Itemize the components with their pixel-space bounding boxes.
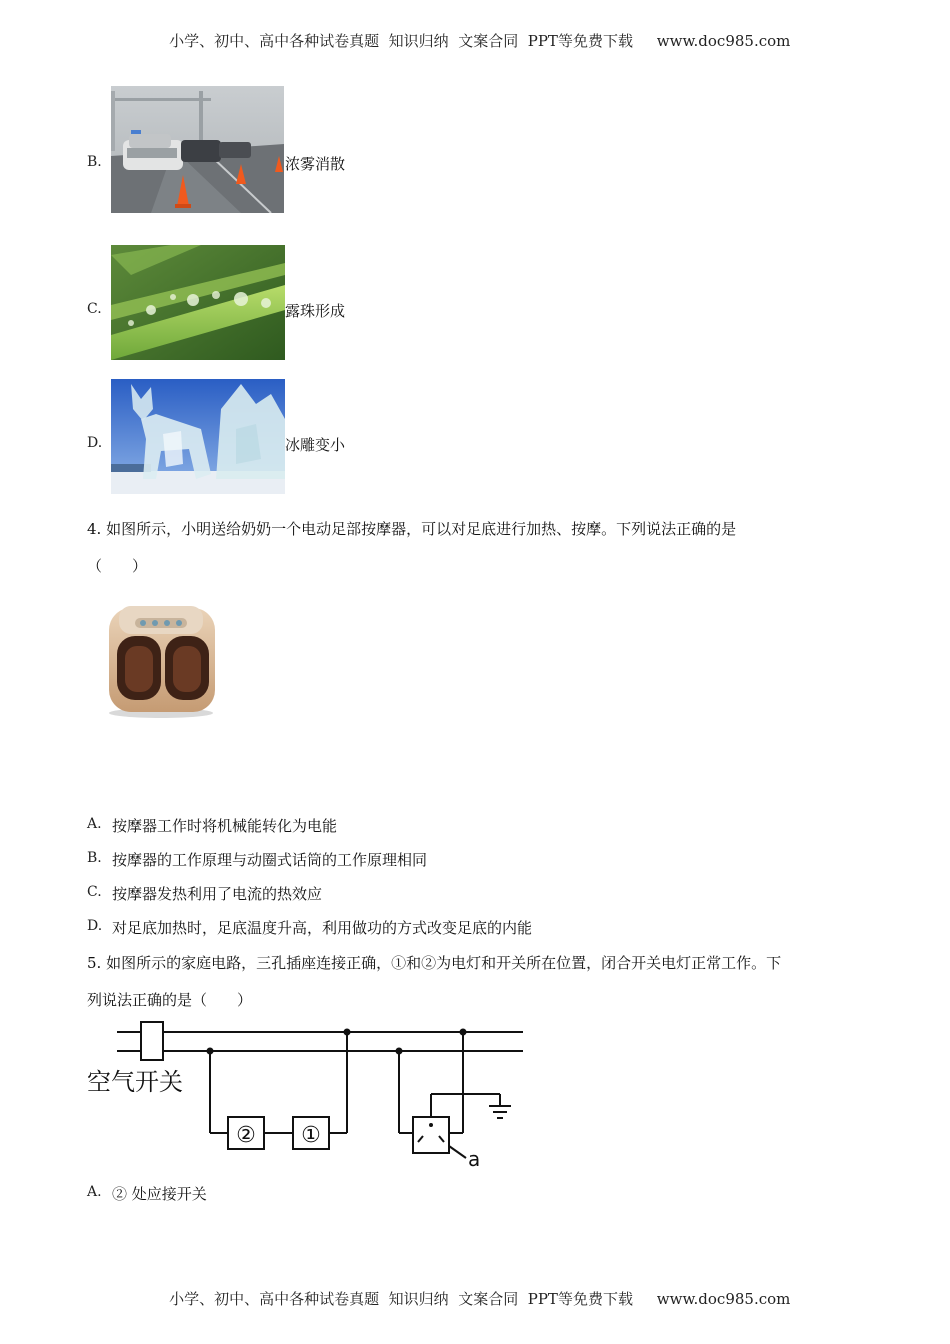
breaker-label: 空气开关 — [87, 1068, 183, 1096]
position-1-label: ① — [301, 1123, 321, 1148]
household-circuit-diagram — [85, 1018, 530, 1173]
q5-option-a-label: A. — [87, 1184, 102, 1200]
q4-option-b-label: B. — [87, 850, 102, 866]
page-footer — [0, 1270, 950, 1309]
option-d-text: 冰雕变小 — [285, 436, 346, 454]
ice-sculpture-photo — [111, 379, 285, 494]
q4-option-c-label: C. — [87, 884, 102, 900]
q4-option-c-text: 按摩器发热利用了电流的热效应 — [112, 885, 323, 903]
page-header — [0, 12, 950, 51]
q4-blank: （ ） — [87, 557, 148, 575]
option-c-label: C. — [87, 301, 102, 317]
option-c-text: 露珠形成 — [285, 302, 346, 320]
footer-text: 小学、初中、高中各种试卷真题 知识归纳 文案合同 PPT等免费下载 — [169, 1290, 633, 1308]
header-site: www.doc985.com — [656, 32, 791, 50]
q4-option-b-text: 按摩器的工作原理与动圈式话筒的工作原理相同 — [112, 851, 428, 869]
q5-stem-line2: 列说法正确的是（ ） — [87, 991, 253, 1009]
socket-terminal-label: a — [468, 1147, 481, 1171]
q4-stem: 4. 如图所示，小明送给奶奶一个电动足部按摩器，可以对足底进行加热、按摩。下列说法正确的是 — [87, 520, 737, 538]
option-d-label: D. — [87, 435, 103, 451]
q5-option-a-text: ② 处应接开关 — [112, 1185, 207, 1203]
dew-photo — [111, 245, 285, 360]
q4-option-a-label: A. — [87, 816, 102, 832]
q5-stem-line1: 5. 如图所示的家庭电路，三孔插座连接正确，①和②为电灯和开关所在位置，闭合开关电灯正常工作。下 — [87, 954, 782, 972]
q4-option-a-text: 按摩器工作时将机械能转化为电能 — [112, 817, 338, 835]
q4-option-d-label: D. — [87, 918, 103, 934]
q4-option-d-text: 对足底加热时，足底温度升高，利用做功的方式改变足底的内能 — [112, 919, 533, 937]
option-b-text: 浓雾消散 — [285, 155, 346, 173]
header-text: 小学、初中、高中各种试卷真题 知识归纳 文案合同 PPT等免费下载 — [169, 32, 633, 50]
foot-massager-image — [105, 600, 217, 720]
fog-photo — [111, 86, 284, 213]
footer-site: www.doc985.com — [656, 1290, 791, 1308]
option-b-label: B. — [87, 154, 102, 170]
position-2-label: ② — [236, 1123, 256, 1148]
